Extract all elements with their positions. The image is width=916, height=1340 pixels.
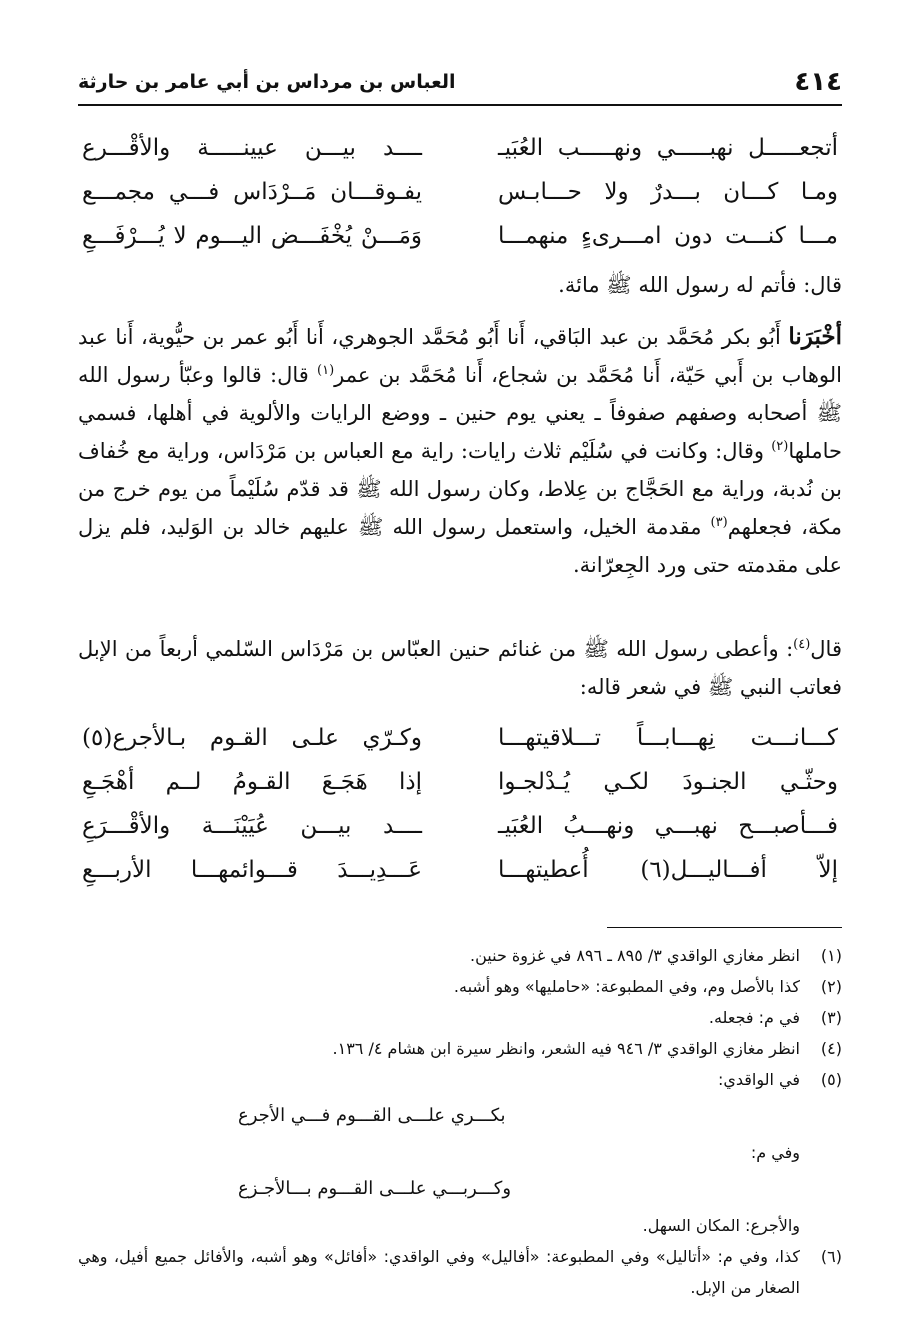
text-segment: قال: قالوا وعبّأ رسول الله ﷺ أصحابه وصفهم صفوفاً ـ يعني يوم حنين ـ ووضع الرايات والألوية في أهلها، فسمي حاملها: [78, 363, 842, 463]
footnote-number: (٦): [820, 1247, 842, 1266]
footnote-number: (٥): [820, 1070, 842, 1089]
verse-line: [82, 214, 838, 258]
footnote-text: انظر مغازي الواقدي ٣/ ٨٩٥ ـ ٨٩٦ في غزوة حنين.: [470, 946, 800, 965]
verse-first-hemistich: ومـا كـــان بـــدرٌ ولا حـــابـس: [498, 179, 838, 205]
verse-first-hemistich: مـــا كنـــت دون امـــرىءٍ منهمـــا: [498, 223, 838, 249]
text-segment: مقدمة الخيل، واستعمل رسول الله ﷺ عليهم خالد بن الوَليد، فلم يزل على مقدمته حتى ورد الجِعرّانة.: [78, 515, 842, 577]
verse-second-hemistich: ــــد بيـــن عُيَيْنَـــة والأقْـــرَعِ: [82, 813, 422, 839]
lead-word: أخْبَرَنا: [788, 323, 842, 350]
footnotes: [78, 940, 842, 1303]
verse-second-hemistich: عَـــدِيـــدَ قـــوائمهـــا الأربـــعِ: [82, 857, 422, 883]
footnote-ref: (٢): [771, 439, 789, 454]
footnote-verse: وكـــربـــي علـــى القـــوم بـــالأجـزع: [238, 1178, 512, 1199]
verse-first-hemistich: وحثّـي الجنـودَ لكـي يُـدْلجـوا: [498, 769, 838, 795]
text-segment: قال: [810, 637, 842, 661]
verse-second-hemistich: يفـوقـــان مَــرْدَاس فـــي مجمـــع: [82, 179, 422, 205]
footnote: [78, 940, 842, 971]
verse-first-hemistich: إلاّ أفـــاليـــل(٦) أُعطيتهـــا: [498, 857, 838, 883]
verse-second-hemistich: ــــد بيـــن عيينـــــة والأقْـــرع: [82, 135, 422, 161]
footnote-number: (٤): [820, 1039, 842, 1058]
footnote: [78, 1064, 842, 1095]
text-segment: أَبُو بكر مُحَمَّد بن عبد البَاقي، أَنا أَبُو مُحَمَّد الجوهري، أَنا أَبُو عمر بن حيُّوية، أَنا عبد الوهاب بن أَبي حَيّة، أَنا مُحَمَّد بن شجاع، أَنا مُحَمَّد بن عمر: [78, 325, 842, 387]
verse-first-hemistich: كـــانـــت نِهـــابـــاً تـــلاقيتهـــا: [498, 725, 838, 751]
footnote-gloss: والأجرع: المكان السهل.: [642, 1216, 800, 1235]
footnote-sublabel: وفي م:: [750, 1143, 800, 1162]
header-rule: [78, 104, 842, 106]
footnote-number: (٢): [820, 977, 842, 996]
verse-first-hemistich: فـــأصبـــح نهبـــي ونهـــبُ العُبَيـ: [498, 813, 838, 839]
footnote-verse: بكـــري علـــى القـــوم فـــي الأجرع: [238, 1105, 506, 1126]
running-title: العباس بن مرداس بن أبي عامر بن حارثة: [78, 71, 456, 93]
footnote-text: انظر مغازي الواقدي ٣/ ٩٤٦ فيه الشعر، وانظر سيرة ابن هشام ٤/ ١٣٦.: [332, 1039, 800, 1058]
verse-second-hemistich: وَمَـــنْ يُخْفَـــض اليـــوم لا يُـــرْفَـــعِ: [82, 223, 422, 249]
footnote: [78, 971, 842, 1002]
verse-second-hemistich: وكـرّي علـى القـوم بـالأجرع(٥): [82, 725, 422, 751]
footnote-text: كذا بالأصل وم، وفي المطبوعة: «حامليها» وهو أشبه.: [453, 977, 800, 996]
verse-second-hemistich: إذا هَجَـعَ القـومُ لــم أهْجَـعِ: [82, 769, 422, 795]
poem-block-1: [82, 126, 838, 258]
footnote-ref: (٣): [710, 515, 728, 530]
footnote-ref: (١): [317, 363, 335, 378]
footnote-text: في الواقدي:: [717, 1070, 800, 1089]
footnote-number: (١): [820, 946, 842, 965]
footnote-text: في م: فجعله.: [708, 1008, 800, 1027]
footnote: [78, 1241, 842, 1303]
footnote-rule: [607, 927, 842, 928]
paragraph-gift: [78, 630, 842, 706]
footnote-ref: (٤): [793, 637, 811, 652]
footnote: [78, 1002, 842, 1033]
text-segment: وقال: وكانت في سُلَيْم ثلاث رايات: راية مع العباس بن مَرْدَاس، وراية مع خُفاف بن نُدبة، وراية مع الحَجَّاج بن عِلاط، وكان رسول الله ﷺ قد قدّم سُلَيْماً من يوم خرج من مكة، فجعلهم: [78, 439, 843, 539]
paragraph-qala: قال: فأتم له رسول الله ﷺ مائة.: [558, 273, 842, 297]
verse-line: [82, 760, 838, 804]
footnote-number: (٣): [820, 1008, 842, 1027]
poem-block-2: [82, 716, 838, 892]
page-number: ٤١٤: [794, 67, 842, 97]
footnote: [78, 1033, 842, 1064]
paragraph-isnad: [78, 318, 842, 584]
text-segment: : وأعطى رسول الله ﷺ من غنائم حنين العبّاس بن مَرْدَاس السّلمي أربعاً من الإبل فعاتب النبي ﷺ في شعر قاله:: [78, 637, 842, 699]
verse-line: [82, 170, 838, 214]
footnote-text: كذا، وفي م: «أتاليل» وفي المطبوعة: «أفاليل» وفي الواقدي: «أفائل» وهو أشبه، والأفائل جميع أفيل، وهي الصغار من الإبل.: [78, 1247, 800, 1297]
verse-line: [82, 126, 838, 170]
verse-line: [82, 716, 838, 760]
page-header: [78, 62, 842, 102]
verse-line: [82, 804, 838, 848]
verse-line: [82, 848, 838, 892]
verse-first-hemistich: أتجعـــــل نهبـــــي ونهـــــب العُبَيـ: [498, 135, 838, 161]
